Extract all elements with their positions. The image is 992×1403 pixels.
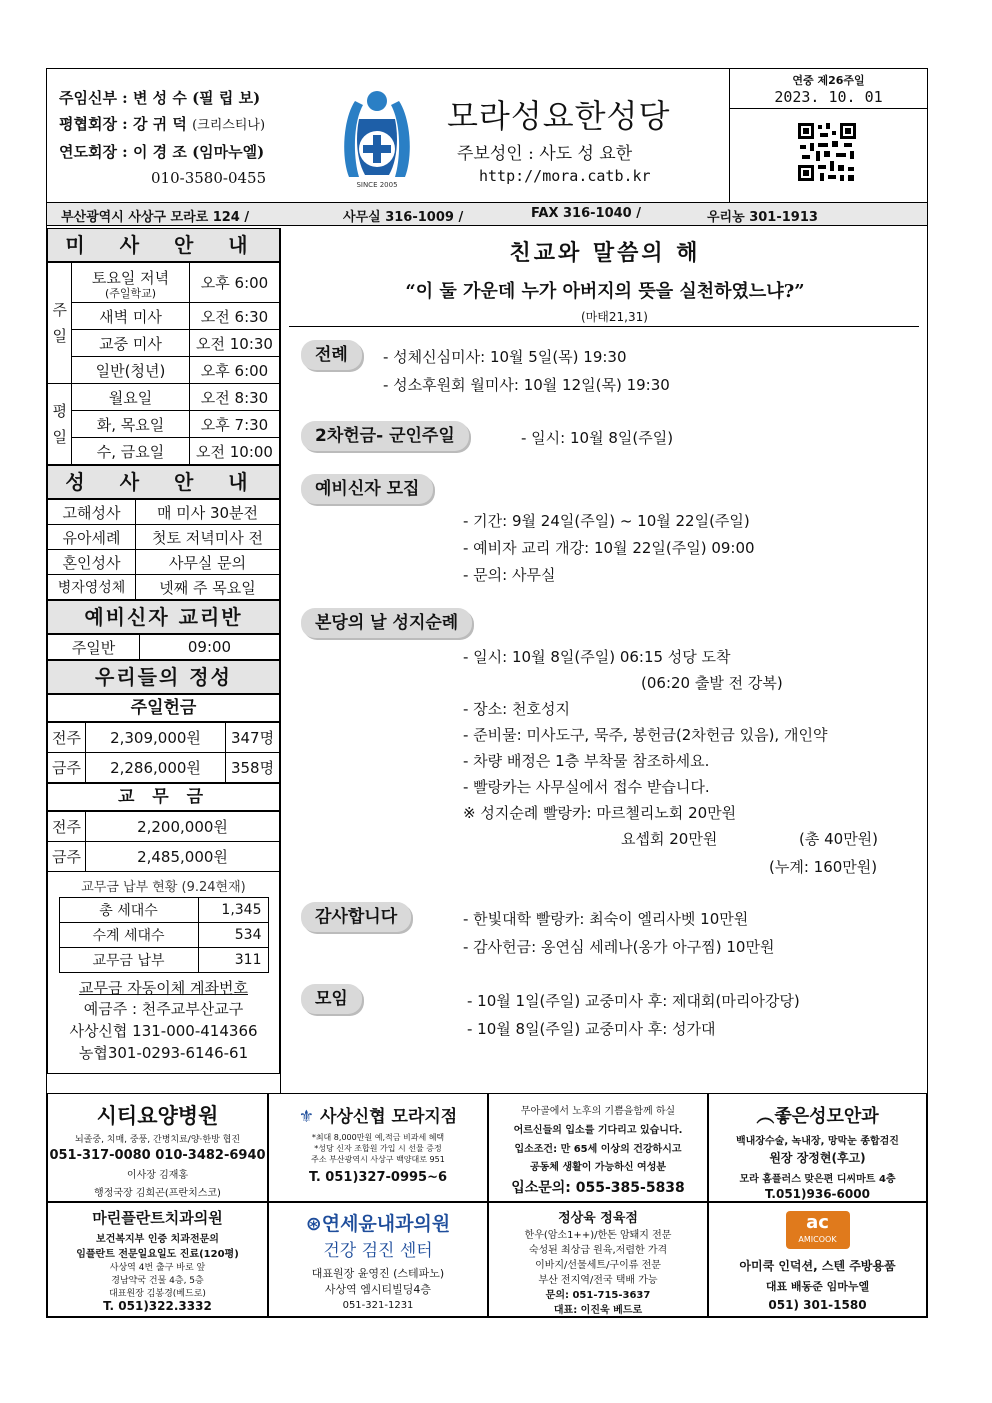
church-address: 부산광역시 사상구 모라로 124 /: [61, 210, 250, 225]
weekday-label: 평일: [48, 384, 72, 465]
sacrament-time: 사무실 문의: [136, 550, 280, 575]
sacrament-time: 첫토 저녁미사 전: [136, 525, 280, 550]
ad-city-hospital: 시티요양병원 뇌졸중, 치매, 중풍, 간병치료/양·한방 협진 051-317-0080 010-3482-6940 이사장 김재홍 행정국장 김희곤(프란치스코): [47, 1093, 268, 1202]
divider: [289, 326, 919, 327]
mass-time: 오전 6:30: [190, 303, 280, 330]
mass-time: 오후 6:00: [190, 357, 280, 384]
second-collection-line: - 일시: 10월 8일(주일): [521, 429, 674, 447]
pilgrimage-line: - 일시: 10월 8일(주일) 06:15 성당 도착: [463, 648, 731, 666]
thanks-line: - 한빛대학 빨랑카: 최숙이 엘리사벳 10만원: [463, 910, 749, 928]
church-name: 모라성요한성당: [447, 97, 671, 135]
left-sidebar: [47, 228, 280, 1074]
pilgrimage-heading: 본당의 날 성지순례: [301, 608, 472, 638]
qr-code-icon[interactable]: [796, 121, 858, 183]
gospel-quote: “이 둘 가운데 누가 아버지의 뜻을 실천하였느냐?”: [405, 281, 805, 302]
mass-time: 오전 8:30: [190, 384, 280, 411]
pastor: 주임신부 : 변 성 수 (필 립 보): [59, 89, 261, 107]
offering-count: 347명: [226, 723, 280, 753]
pilgrimage-line: - 준비물: 미사도구, 묵주, 봉헌금(2차헌금 있음), 개인약: [463, 726, 828, 744]
account-holder: 예금주 : 천주교부산교구: [83, 1000, 244, 1018]
pilgrimage-line: (총 40만원): [799, 830, 879, 848]
eye-logo-icon: ︵좋은성모안과: [756, 1106, 879, 1127]
sacrament-name: 병자영성체: [48, 575, 136, 600]
mass-time: 오후 6:00: [190, 263, 280, 303]
dues-amount: 2,485,000원: [86, 842, 280, 872]
catechumen-class-time: 09:00: [140, 635, 280, 660]
svg-text:SINCE 2005: SINCE 2005: [356, 181, 398, 189]
phone: 010-3580-0455: [151, 169, 267, 187]
ad-nursing-home: 무아골에서 노후의 기쁨을함께 하실 어르신들의 입소를 기다리고 있습니다. 입소조건: 만 65세 이상의 건강하시고 공동체 생활이 가능하신 여성분 입소문의: 055-385-5838: [488, 1093, 708, 1202]
ad-eye-clinic: ︵좋은성모안과 백내장수술, 녹내장, 망막눈 종합검진 원장 장정현(후고) 모라 홈플러스 맞은편 디씨마트 4층 T.051)936-6000: [708, 1093, 927, 1202]
dues-amount: 2,200,000원: [86, 812, 280, 842]
ad-amicook: ac AMICOOK 아미쿡 인덕션, 스텐 주방용품 대표 배동준 임마누엘 051) 301-1580: [708, 1202, 927, 1317]
mass-schedule-table: [47, 262, 280, 465]
mass-row: 수, 금요일: [72, 438, 190, 465]
mass-row: 교중 미사: [72, 330, 190, 357]
mass-row: 월요일: [72, 384, 190, 411]
mass-row: 토요일 저녁 (주일학교): [72, 263, 190, 303]
clinic-logo-icon: ⊛연세윤내과의원: [305, 1213, 451, 1235]
mass-time: 오전 10:00: [190, 438, 280, 465]
website-link[interactable]: http://mora.catb.kr: [479, 167, 651, 185]
pilgrimage-line: 요셉회 20만원: [621, 830, 718, 848]
meeting-line: - 10월 8일(주일) 교중미사 후: 성가대: [467, 1020, 716, 1038]
pilgrimage-line: (06:20 출발 전 강복): [641, 674, 783, 692]
auto-transfer-title: 교무금 자동이체 계좌번호: [79, 979, 248, 997]
liturgy-heading: 전례: [301, 340, 362, 370]
pilgrimage-line: - 차량 배정은 1층 부착물 참조하세요.: [463, 752, 710, 770]
mass-row: 화, 목요일: [72, 411, 190, 438]
quote-reference: (마태21,31): [581, 310, 648, 324]
credit-union-logo-icon: ⚜ 사상신협 모라지점: [298, 1107, 458, 1127]
catechumen-heading: 예비신자 모집: [301, 474, 433, 504]
dues-status-box: [47, 872, 280, 1074]
office-phone: 사무실 316-1009 /: [343, 210, 464, 225]
sacrament-name: 유아세례: [48, 525, 136, 550]
catechumen-class-table: [47, 634, 280, 660]
catechumen-class-title: 예비신자 교리반: [47, 600, 280, 634]
thanks-line: - 감사헌금: 옹연심 세레나(옹가 아구찜) 10만원: [463, 938, 775, 956]
offering-amount: 2,309,000원: [86, 723, 226, 753]
offering-amount: 2,286,000원: [86, 753, 226, 783]
patron-saint: 주보성인 : 사도 성 요한: [457, 144, 633, 164]
pilgrimage-line: (누계: 160만원): [769, 858, 878, 876]
second-collection-heading: 2차헌금- 군인주일: [301, 421, 469, 451]
catechumen-line: - 문의: 사무실: [463, 566, 556, 584]
status-value: 311: [198, 948, 268, 973]
meeting-line: - 10월 1일(주일) 교중미사 후: 제대회(마리아강당): [467, 992, 800, 1010]
dues-title: 교 무 금: [47, 783, 280, 811]
amicook-logo-icon: ac AMICOOK: [786, 1211, 850, 1249]
sacrament-name: 혼인성사: [48, 550, 136, 575]
offerings-title: 우리들의 정성: [47, 660, 280, 694]
church-logo-icon: [337, 79, 417, 189]
ad-internal-clinic: ⊛연세윤내과의원 건강 검진 센터 대표원장 윤영진 (스테파노) 사상역 엠시티빌딩4층 051-321-1231: [268, 1202, 488, 1317]
mass-schedule-title: 미 사 안 내: [47, 228, 280, 262]
year-theme: 친교와 말씀의 해: [509, 240, 701, 266]
sunday-offering-table: [47, 722, 280, 783]
sacrament-name: 고해성사: [48, 500, 136, 525]
dues-status-table: [59, 897, 269, 973]
thanks-heading: 감사합니다: [301, 902, 411, 932]
pilgrimage-line: ※ 성지순례 빨랑카: 마르첼리노회 20만원: [463, 804, 737, 822]
offering-label: 금주: [48, 753, 86, 783]
announcements: [280, 228, 929, 1093]
address-bar: [47, 202, 927, 226]
liturgy-line: - 성체신심미사: 10월 5일(목) 19:30: [383, 348, 627, 366]
sacrament-table: [47, 499, 280, 600]
mass-time: 오후 7:30: [190, 411, 280, 438]
bulletin-date: 2023. 10. 01: [730, 88, 927, 109]
sunday-offering-title: 주일헌금: [47, 694, 280, 722]
ad-butcher: 정상육 정육점 한우(암소1++)/한돈 암돼지 전문 숙성된 최상급 원육,저렴한 가격 이바지/선물세트/구이류 전문 부산 전지역/전국 택배 가능 문의: 051-715-3637 대표: 이진욱 베드로: [488, 1202, 708, 1317]
sacrament-title: 성 사 안 내: [47, 465, 280, 499]
lane-phone: 우리농 301-1913: [707, 210, 818, 225]
status-name: 총 세대수: [59, 898, 198, 923]
bank-account-2: 농협301-0293-6146-61: [78, 1044, 249, 1062]
mass-row: 새벽 미사: [72, 303, 190, 330]
council-president: 평협회장 : 강 귀 덕 (크리스티나): [59, 115, 266, 133]
fax-number: FAX 316-1040 /: [531, 206, 641, 221]
catechumen-line: - 기간: 9월 24일(주일) ~ 10월 22일(주일): [463, 512, 750, 530]
staff-info: [59, 85, 319, 191]
catechumen-line: - 예비자 교리 개강: 10월 22일(주일) 09:00: [463, 539, 755, 557]
sacrament-time: 넷째 주 목요일: [136, 575, 280, 600]
status-name: 교무금 납부: [59, 948, 198, 973]
sunday-label: 주일: [48, 263, 72, 384]
union-president: 연도회장 : 이 경 조 (임마누엘): [59, 143, 265, 161]
bulletin-page: [46, 68, 928, 1318]
status-name: 수계 세대수: [59, 923, 198, 948]
catechumen-class-label: 주일반: [48, 635, 140, 660]
status-value: 1,345: [198, 898, 268, 923]
dues-table: [47, 811, 280, 872]
mass-time: 오전 10:30: [190, 330, 280, 357]
dues-label: 전주: [48, 812, 86, 842]
ad-dental-clinic: 마린플란트치과의원 보건복지부 인증 치과전문의 임플란트 전문일요일도 진료(120평) 사상역 4번 출구 바로 앞 경남약국 건물 4층, 5층 대표원장 김봉경(베드로) T. 051)322.3332: [47, 1202, 268, 1317]
ad-credit-union: ⚜ 사상신협 모라지점 *최대 8,000만원 예,적금 비과세 혜택 *성당 신자 조합원 가입 시 선물 증정 주소 부산광역시 사상구 백양대로 951 T. 051)327-0995~6: [268, 1093, 488, 1202]
sacrament-time: 매 미사 30분전: [136, 500, 280, 525]
mass-row: 일반(청년): [72, 357, 190, 384]
pilgrimage-line: - 빨랑카는 사무실에서 접수 받습니다.: [463, 778, 710, 796]
dues-status-title: 교무금 납부 현황 (9.24현재): [81, 880, 246, 895]
offering-count: 358명: [226, 753, 280, 783]
meeting-heading: 모임: [301, 984, 362, 1014]
status-value: 534: [198, 923, 268, 948]
bank-account-1: 사상신협 131-000-414366: [69, 1022, 258, 1040]
pilgrimage-line: - 장소: 천호성지: [463, 700, 570, 718]
dues-label: 금주: [48, 842, 86, 872]
offering-label: 전주: [48, 723, 86, 753]
liturgical-week: 연중 제26주일: [792, 74, 865, 87]
date-box: [729, 69, 927, 202]
liturgy-line: - 성소후원회 월미사: 10월 12일(목) 19:30: [383, 376, 670, 394]
